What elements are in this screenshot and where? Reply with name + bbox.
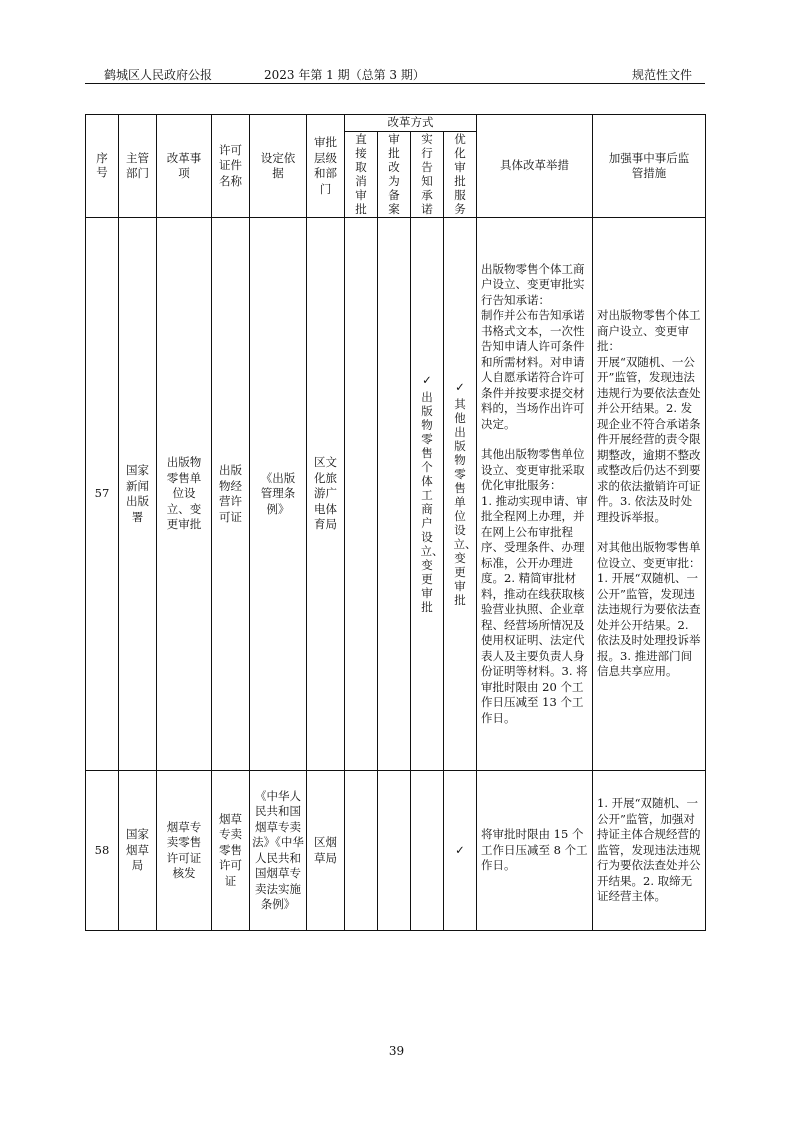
cell-measures: 将审批时限由 15 个工作日压减至 8 个工作日。 <box>477 771 593 931</box>
header-dept: 主管部门 <box>119 115 157 218</box>
header-center: 2023 年第 1 期（总第 3 期） <box>264 68 425 82</box>
cell-license: 烟草专卖零售许可证 <box>212 771 250 931</box>
cell-item: 出版物零售单位设立、变更审批 <box>157 218 212 771</box>
cell-measures: 出版物零售个体工商户设立、变更审批实行告知承诺： 制作并公布告知承诺书格式文本，一次性告知申请人许可条件和所需材料。对申请人自愿承诺符合许可条件并按要求提交材料的，当场作出许可决定。 其他出版物零售单位设立、变更审批采取优化审批服务： 1. 推动实现申请、审批全程网上办理，并在网上公布审批程序、受理条件、办理标准，公开办理进度。2. 精简审批材料，推动在线获取核验营业执照、企业章程、经营场所情况及使用权证明、法定代表人及主要负责人身份证明等材料。3. 将审批时限由 20 个工作日压减至 13 个工作日。 <box>477 218 593 771</box>
cell-item: 烟草专卖零售许可证核发 <box>157 771 212 931</box>
header-left: 鹤城区人民政府公报 <box>104 68 213 82</box>
check-mark: ✓ <box>422 373 432 387</box>
header-level: 审批层级和部门 <box>307 115 345 218</box>
cell-supervision: 1. 开展“双随机、一公开”监管，加强对持证主体合规经营的监管，发现违法违规行为要依法查处并公开结果。2. 取缔无证经营主体。 <box>593 771 706 931</box>
header-mode-optimize: 优化审批服务 <box>444 131 477 218</box>
header-mode-notify: 实行告知承诺 <box>411 131 444 218</box>
cell-mode-record <box>378 218 411 771</box>
cell-mode-cancel <box>345 218 378 771</box>
cell-license: 出版物经营许可证 <box>212 218 250 771</box>
reform-table <box>85 114 706 931</box>
check-mark: ✓ <box>455 842 465 857</box>
page-number: 39 <box>388 1044 405 1058</box>
header-basis: 设定依据 <box>250 115 307 218</box>
cell-mode-notify <box>411 771 444 931</box>
cell-mode-notify: ✓ 出版物零售个体工商户设立、变更审批 <box>411 218 444 771</box>
table-row <box>86 218 706 771</box>
header-rule <box>85 83 705 84</box>
header-mode-cancel: 直接取消审批 <box>345 131 378 218</box>
cell-seq: 57 <box>86 218 119 771</box>
cell-dept: 国家烟草局 <box>119 771 157 931</box>
header-right: 规范性文件 <box>632 68 693 82</box>
table-row <box>86 771 706 931</box>
header-measures: 具体改革举措 <box>477 115 593 218</box>
cell-level: 区文化旅游广电体育局 <box>307 218 345 771</box>
cell-dept: 国家新闻出版署 <box>119 218 157 771</box>
cell-level: 区烟草局 <box>307 771 345 931</box>
header-mode-record: 审批改为备案 <box>378 131 411 218</box>
cell-seq: 58 <box>86 771 119 931</box>
header-supervision: 加强事中事后监管措施 <box>593 115 706 218</box>
cell-mode-record <box>378 771 411 931</box>
cell-basis: 《出版管理条例》 <box>250 218 307 771</box>
header-mode-group: 改革方式 <box>345 115 477 132</box>
header-license: 许可证件名称 <box>212 115 250 218</box>
cell-mode-optimize <box>444 771 477 931</box>
cell-basis: 《中华人民共和国烟草专卖法》《中华人民共和国烟草专卖法实施条例》 <box>250 771 307 931</box>
header-seq: 序号 <box>86 115 119 218</box>
cell-mode-cancel <box>345 771 378 931</box>
cell-supervision: 对出版物零售个体工商户设立、变更审批： 开展“双随机、一公开”监管，发现违法违规行为要依法查处并公开结果。2. 发现企业不符合承诺条件开展经营的责令限期整改，逾期不整改或整改后仍达不到要求的依法撤销许可证件。3. 依法及时处理投诉举报。 对其他出版物零售单位设立、变更审批： 1. 开展“双随机、一公开”监管，发现违法违规行为要依法查处并公开结果。2. 依法及时处理投诉举报。3. 推进部门间信息共享应用。 <box>593 218 706 771</box>
header-item: 改革事项 <box>157 115 212 218</box>
cell-mode-optimize: ✓ 其他出版物零售单位设立、变更审批 <box>444 218 477 771</box>
check-mark: ✓ <box>455 380 465 394</box>
